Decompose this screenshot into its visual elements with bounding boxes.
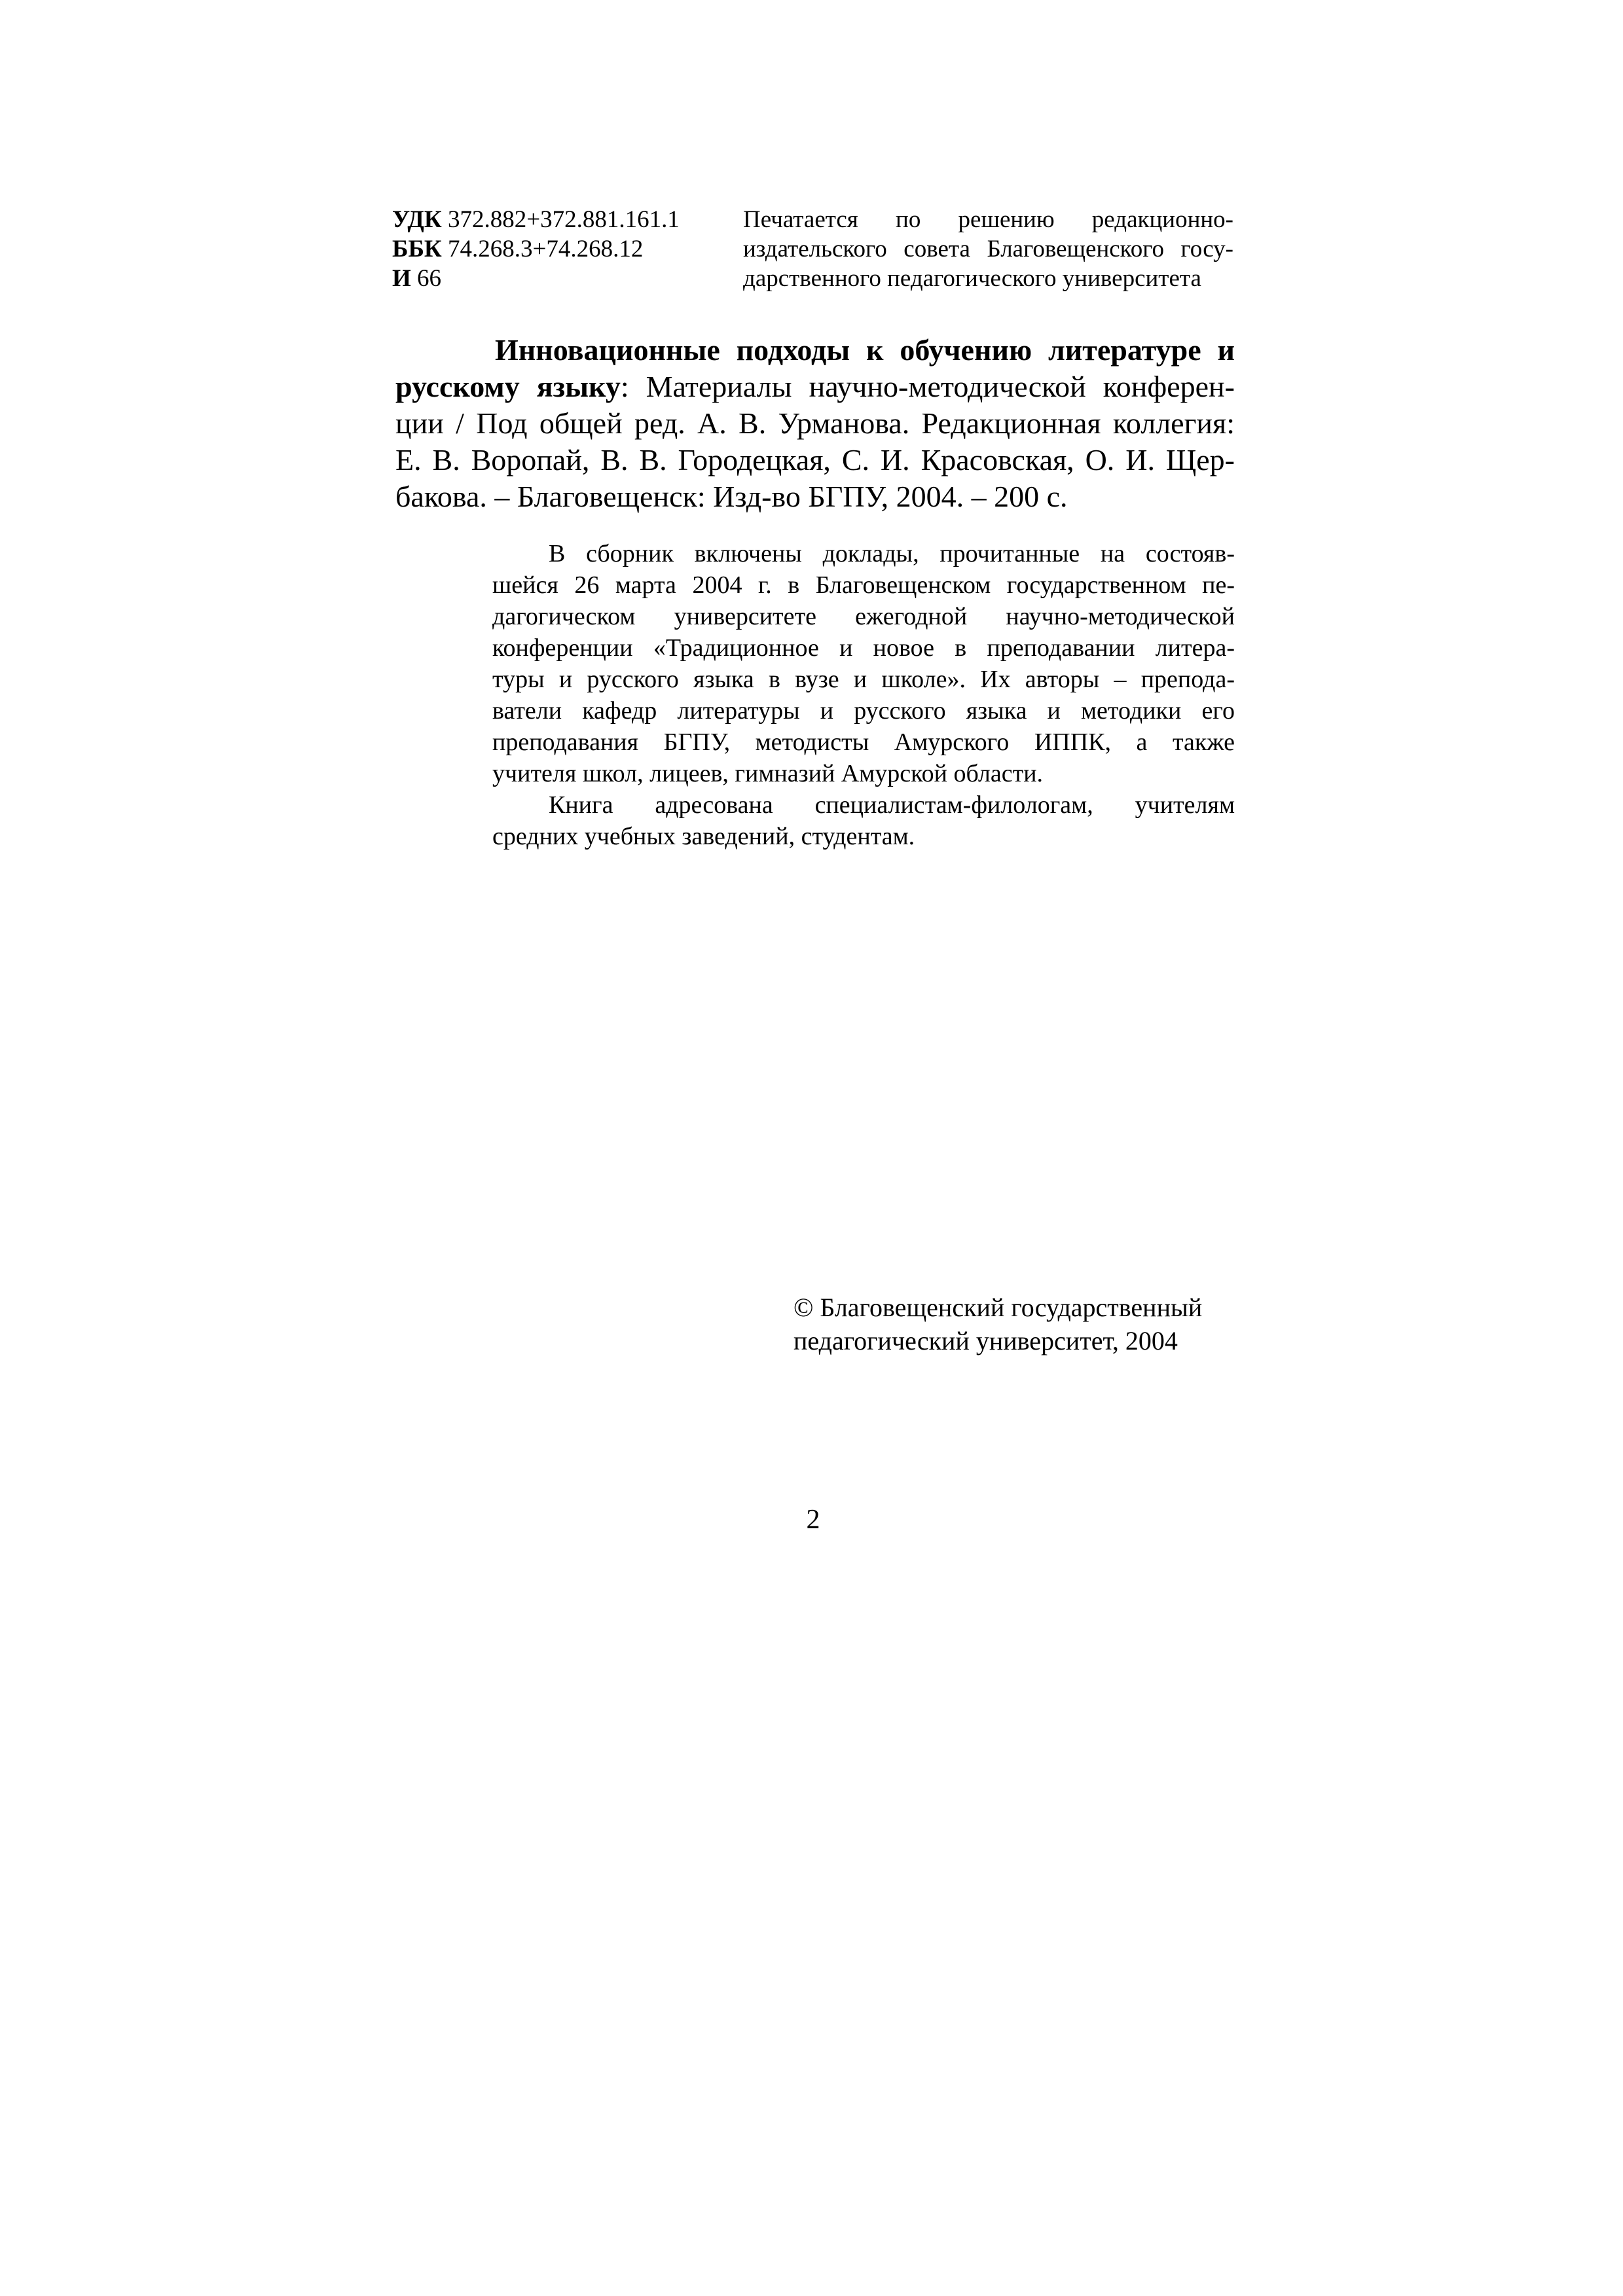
biblio-line: Е. В. Воропай, В. В. Городецкая, С. И. Красовская, О. И. Щер-: [395, 443, 1235, 476]
author-mark-value: 66: [417, 265, 442, 292]
book-title-part1: Инновационные подходы к обучению литературе и: [495, 333, 1235, 367]
page-number: 2: [806, 1505, 820, 1535]
udk-line: [392, 205, 720, 234]
copyright-line: © Благовещенский государственный: [793, 1293, 1203, 1322]
author-mark-line: [392, 264, 720, 293]
note-line: издательского совета Благовещенского госу-: [743, 236, 1233, 262]
udk-value: 372.882+372.881.161.1: [447, 206, 680, 233]
biblio-line: бакова. – Благовещенск: Изд-во БГПУ, 2004. – 200 с.: [395, 480, 1068, 513]
annotation-line: преподавания БГПУ, методисты Амурского ИППК, а также: [492, 728, 1235, 756]
annotation-line: средних учебных заведений, студентам.: [492, 823, 915, 850]
note-line: дарственного педагогического университета: [743, 265, 1201, 292]
annotation: [492, 538, 1235, 852]
copyright-line: педагогический университет, 2004: [793, 1326, 1178, 1355]
author-mark-label: И: [392, 265, 411, 292]
classification-codes: [392, 205, 720, 293]
note-line: Печатается по решению редакционно-: [743, 206, 1233, 233]
bbk-line: [392, 234, 720, 264]
biblio-subtitle: : Материалы научно-методической конферен-: [620, 370, 1235, 403]
biblio-line: ции / Под общей ред. А. В. Урманова. Редакционная коллегия:: [395, 406, 1235, 440]
annotation-line: туры и русского языка в вузе и школе». Их авторы – препода-: [492, 666, 1235, 693]
bibliographic-description: [395, 332, 1235, 515]
annotation-line: ватели кафедр литературы и русского языка и методики его: [492, 697, 1235, 725]
biblio-line: [395, 368, 1235, 405]
annotation-line: конференции «Традиционное и новое в преподавании литера-: [492, 634, 1235, 662]
bbk-label: ББК: [392, 236, 442, 262]
annotation-line: В сборник включены доклады, прочитанные на состояв-: [549, 540, 1235, 567]
annotation-line: учителя школ, лицеев, гимназий Амурской области.: [492, 760, 1044, 787]
bbk-value: 74.268.3+74.268.12: [448, 236, 644, 262]
copyright-notice: [793, 1291, 1252, 1357]
annotation-line: Книга адресована специалистам-филологам, учителям: [549, 791, 1235, 819]
publication-note: [743, 205, 1233, 293]
book-title-part2: русскому языку: [395, 370, 621, 403]
annotation-line: шейся 26 марта 2004 г. в Благовещенском государственном пе-: [492, 571, 1235, 599]
annotation-line: дагогическом университете ежегодной научно-методической: [492, 603, 1235, 630]
udk-label: УДК: [392, 206, 442, 233]
biblio-line: [395, 332, 1235, 368]
